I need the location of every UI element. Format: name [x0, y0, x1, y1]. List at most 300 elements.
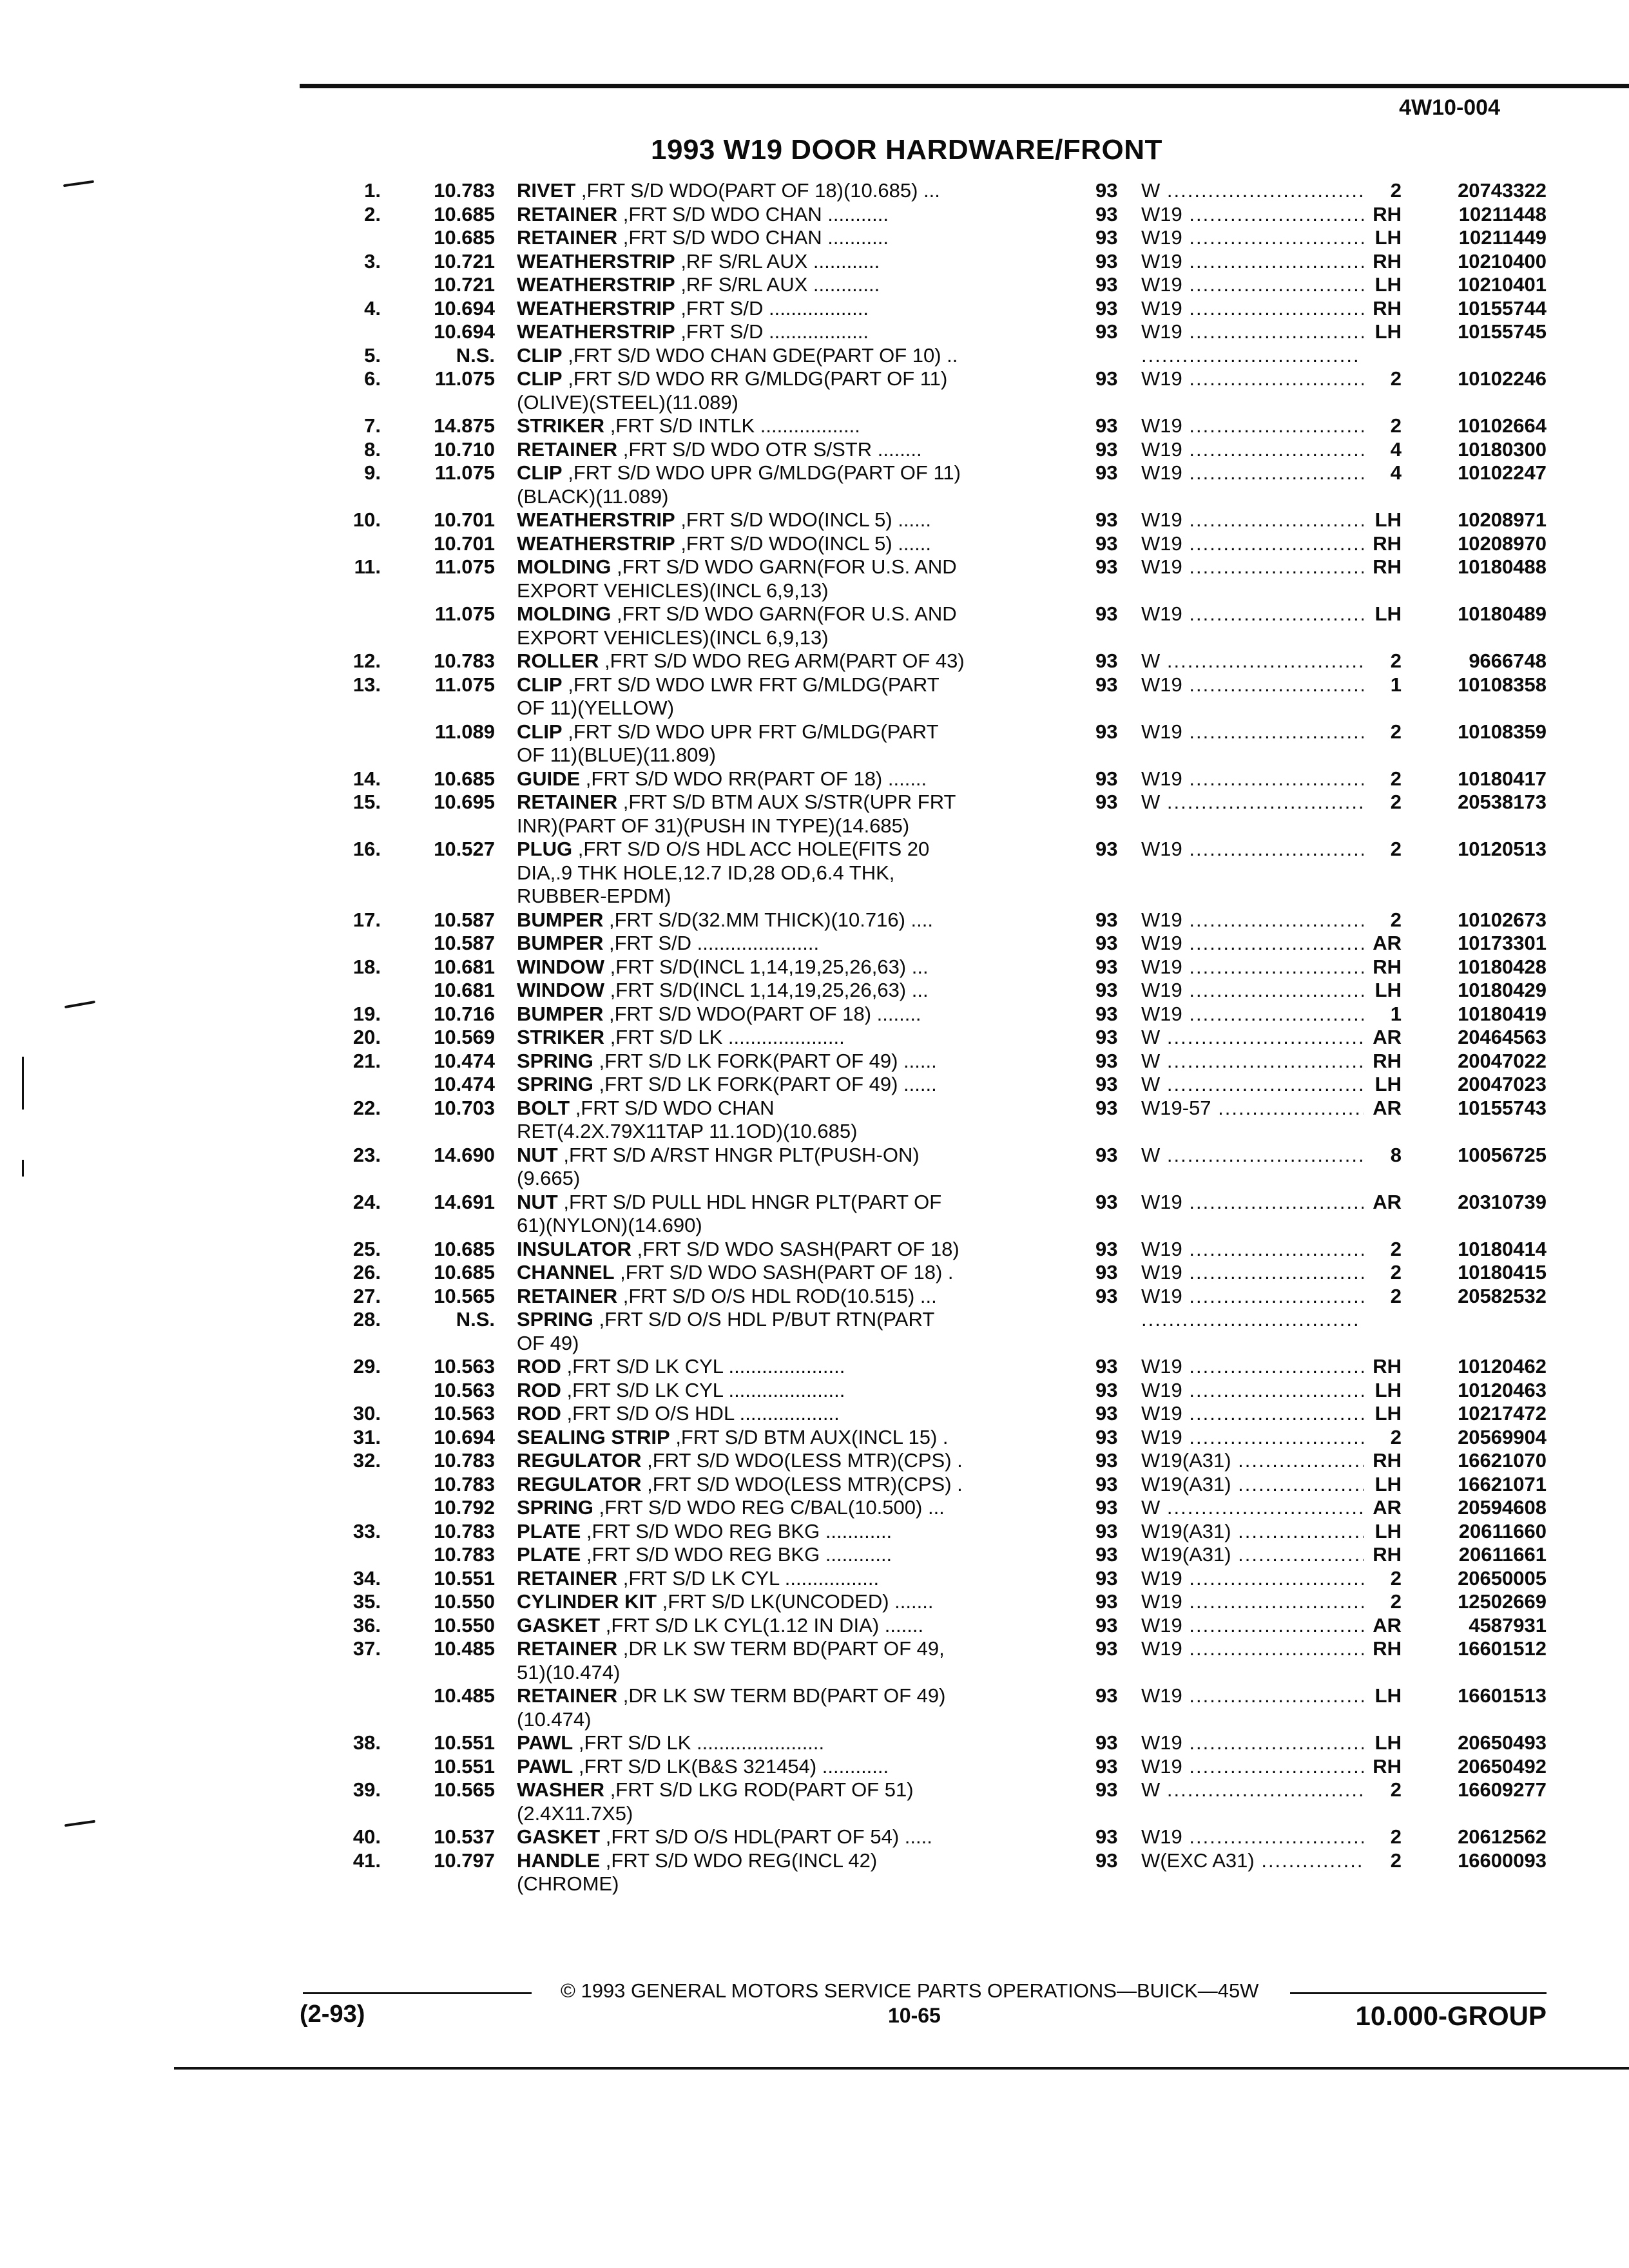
part-detail: RET(4.2X.79X11TAP 11.1OD)(10.685): [517, 1120, 858, 1142]
part-description: [517, 767, 1039, 791]
quantity: AR: [1373, 1613, 1402, 1637]
part-description: [517, 1120, 1039, 1144]
part-detail: (10.474): [517, 1707, 592, 1731]
part-name: SEALING STRIP: [517, 1425, 670, 1448]
part-number: 10210400: [1458, 249, 1547, 273]
part-detail: ,FRT S/D WDO REG(INCL 42): [600, 1849, 878, 1872]
model-year: 93: [1095, 1637, 1118, 1660]
item-number: 16.: [352, 838, 381, 860]
model-code: W19 .....: [1141, 1426, 1364, 1450]
part-number: 9666748: [1469, 649, 1547, 672]
item-number: 2.: [364, 202, 381, 226]
item-number: 21.: [352, 1049, 381, 1072]
item-number: 9.: [364, 461, 381, 484]
parts-row-continuation: [0, 861, 1629, 885]
parts-row: [0, 532, 1629, 556]
model-year: 93: [1095, 1684, 1118, 1707]
catalog-code: 4W10-004: [1399, 95, 1500, 120]
part-name: WEATHERSTRIP: [517, 508, 675, 531]
part-name: RETAINER: [517, 791, 618, 813]
item-number: 28.: [352, 1308, 381, 1331]
part-detail: ,FRT S/D WDO REG BKG ............: [581, 1543, 892, 1566]
parts-row: [0, 602, 1629, 626]
model-year: 93: [1095, 1284, 1118, 1307]
model-code: W19 .....: [1141, 1590, 1364, 1614]
model-year: 93: [1095, 1496, 1118, 1519]
footer-rule-right: [1290, 1992, 1547, 1994]
part-description: [517, 226, 1039, 250]
part-detail: ,FRT S/D INTLK ..................: [604, 414, 860, 437]
item-number: 27.: [352, 1284, 381, 1307]
group-number: 11.075: [434, 367, 495, 390]
group-number: 10.527: [434, 838, 495, 860]
part-description: [517, 1402, 1039, 1426]
model-year: 93: [1095, 555, 1118, 578]
model-code: W .....: [1141, 1144, 1364, 1168]
part-description: [517, 1449, 1039, 1473]
group-number: 10.563: [434, 1355, 495, 1378]
model-code: W19 .....: [1141, 1402, 1364, 1426]
group-number: 10.537: [434, 1825, 495, 1848]
part-description: [517, 1637, 1039, 1661]
group-number: 10.474: [434, 1049, 495, 1072]
quantity: AR: [1373, 1096, 1402, 1119]
parts-row-continuation: [0, 1802, 1629, 1826]
quantity: LH: [1374, 320, 1402, 343]
part-detail: 51)(10.474): [517, 1660, 621, 1684]
part-detail: ,FRT S/D LKG ROD(PART OF 51): [604, 1778, 914, 1801]
part-number: 20569904: [1458, 1425, 1547, 1448]
parts-row: [0, 179, 1629, 203]
part-description: [517, 485, 1039, 509]
part-description: [517, 438, 1039, 462]
part-number: 16621071: [1458, 1472, 1547, 1495]
part-name: RIVET: [517, 179, 576, 202]
part-description: [517, 908, 1039, 932]
parts-row: [0, 1731, 1629, 1755]
part-detail: ,FRT S/D LK .....................: [604, 1026, 845, 1048]
item-number: 8.: [364, 437, 381, 461]
part-description: [517, 1473, 1039, 1497]
part-name: PAWL: [517, 1731, 574, 1754]
part-number: 10155743: [1458, 1096, 1547, 1119]
quantity: 2: [1390, 179, 1402, 202]
quantity: LH: [1374, 508, 1402, 531]
quantity: 8: [1390, 1143, 1402, 1166]
part-description: [517, 1590, 1039, 1614]
group-number: N.S.: [456, 1308, 495, 1331]
part-description: [517, 814, 1039, 838]
part-detail: ,FRT S/D(INCL 1,14,19,25,26,63) ...: [604, 955, 929, 978]
part-detail: ,FRT S/D WDO CHAN ...........: [617, 202, 889, 226]
part-name: CLIP: [517, 343, 563, 367]
part-description: [517, 1285, 1039, 1309]
item-number: 19.: [352, 1002, 381, 1025]
model-code: W19(A31) .....: [1141, 1449, 1364, 1473]
model-year: 93: [1095, 838, 1118, 860]
part-detail: ,FRT S/D WDO CHAN GDE(PART OF 10) ..: [562, 343, 958, 367]
part-description: [517, 1238, 1039, 1262]
part-description: [517, 649, 1039, 673]
parts-row: [0, 1473, 1629, 1497]
quantity: AR: [1373, 1496, 1402, 1519]
part-name: STRIKER: [517, 1026, 605, 1048]
quantity: LH: [1374, 226, 1402, 249]
part-name: SPRING: [517, 1049, 593, 1072]
part-detail: INR)(PART OF 31)(PUSH IN TYPE)(14.685): [517, 814, 910, 837]
parts-row: [0, 320, 1629, 344]
part-number: 10120462: [1458, 1355, 1547, 1378]
part-detail: ,FRT S/D O/S HDL ..................: [561, 1402, 840, 1425]
part-number: 10208970: [1458, 532, 1547, 555]
part-number: 10180415: [1458, 1261, 1547, 1283]
part-detail: ,FRT S/D WDO GARN(FOR U.S. AND: [611, 602, 957, 625]
part-detail: ,FRT S/D WDO(PART OF 18)(10.685) ...: [575, 179, 940, 202]
parts-row: [0, 250, 1629, 274]
model-year: 93: [1095, 1402, 1118, 1425]
part-number: 20611661: [1458, 1543, 1547, 1566]
quantity: RH: [1373, 296, 1402, 320]
part-name: ROD: [517, 1402, 561, 1425]
group-number: 10.685: [434, 767, 495, 790]
part-description: [517, 1050, 1039, 1073]
quantity: 2: [1390, 720, 1402, 743]
part-number: 20047023: [1458, 1073, 1547, 1095]
quantity: 2: [1390, 838, 1402, 860]
part-number: 10108358: [1458, 673, 1547, 696]
part-detail: ,FRT S/D WDO(INCL 5) ......: [675, 532, 931, 555]
part-name: ROD: [517, 1378, 561, 1401]
model-year: 93: [1095, 320, 1118, 343]
group-number: 10.703: [434, 1096, 495, 1119]
part-description: [517, 744, 1039, 767]
part-detail: ,FRT S/D WDO REG ARM(PART OF 43): [599, 649, 965, 672]
part-description: [517, 1731, 1039, 1755]
part-description: [517, 1073, 1039, 1097]
part-description: [517, 838, 1039, 861]
parts-row: [0, 1778, 1629, 1802]
item-number: 18.: [352, 955, 381, 978]
part-number: 20310739: [1458, 1190, 1547, 1213]
parts-row: [0, 1238, 1629, 1262]
group-number: 10.783: [434, 1449, 495, 1472]
parts-row: [0, 1449, 1629, 1473]
part-description: [517, 1144, 1039, 1168]
part-name: ROD: [517, 1355, 561, 1378]
quantity: 2: [1390, 367, 1402, 390]
part-name: CLIP: [517, 673, 563, 696]
model-code: W .....: [1141, 1050, 1364, 1073]
model-year: 93: [1095, 249, 1118, 273]
part-detail: ,FRT S/D BTM AUX S/STR(UPR FRT: [617, 791, 956, 813]
part-number: 10056725: [1458, 1143, 1547, 1166]
model-code: W .....: [1141, 1496, 1364, 1520]
quantity: 2: [1390, 767, 1402, 790]
quantity: AR: [1373, 932, 1402, 954]
quantity: LH: [1374, 1378, 1402, 1401]
part-name: BOLT: [517, 1096, 570, 1119]
model-year: 93: [1095, 791, 1118, 813]
part-detail: DIA,.9 THK HOLE,12.7 ID,28 OD,6.4 THK,: [517, 861, 895, 884]
parts-row-continuation: [0, 814, 1629, 838]
part-name: GUIDE: [517, 767, 581, 790]
part-detail: 61)(NYLON)(14.690): [517, 1214, 702, 1236]
model-code: W19 .....: [1141, 1614, 1364, 1638]
item-number: 37.: [352, 1637, 381, 1660]
model-code: W19 .....: [1141, 203, 1364, 227]
model-code: W19 .....: [1141, 532, 1364, 556]
parts-list: [0, 179, 1629, 1896]
part-name: NUT: [517, 1190, 558, 1213]
quantity: RH: [1373, 1049, 1402, 1072]
item-number: 29.: [352, 1355, 381, 1378]
parts-row: [0, 1003, 1629, 1026]
parts-row: [0, 1590, 1629, 1614]
part-detail: (9.665): [517, 1167, 581, 1189]
parts-row: [0, 1849, 1629, 1873]
part-detail: ,FRT S/D ..................: [675, 320, 869, 343]
part-detail: ,FRT S/D WDO(LESS MTR)(CPS) .: [641, 1449, 963, 1472]
parts-row-continuation: [0, 1214, 1629, 1238]
part-detail: (OLIVE)(STEEL)(11.089): [517, 390, 738, 414]
item-number: 3.: [364, 249, 381, 273]
group-number: 10.563: [434, 1378, 495, 1401]
quantity: 2: [1390, 1237, 1402, 1260]
group-number: 10.474: [434, 1073, 495, 1095]
group-number: 10.783: [434, 1472, 495, 1495]
group-number: 11.075: [434, 673, 495, 696]
part-name: REGULATOR: [517, 1449, 642, 1472]
part-detail: ,FRT S/D(INCL 1,14,19,25,26,63) ...: [604, 979, 929, 1001]
part-description: [517, 391, 1039, 415]
model-year: 93: [1095, 1425, 1118, 1448]
model-year: 93: [1095, 1472, 1118, 1495]
quantity: LH: [1374, 1472, 1402, 1495]
group-number: 10.550: [434, 1590, 495, 1613]
part-detail: ,FRT S/D WDO(LESS MTR)(CPS) .: [641, 1472, 963, 1495]
model-year: 93: [1095, 367, 1118, 390]
model-year: 93: [1095, 461, 1118, 484]
model-year: 93: [1095, 179, 1118, 202]
part-number: 10155745: [1458, 320, 1547, 343]
parts-row: [0, 1637, 1629, 1661]
item-number: 31.: [352, 1425, 381, 1448]
item-number: 20.: [352, 1026, 381, 1048]
part-detail: EXPORT VEHICLES)(INCL 6,9,13): [517, 626, 829, 649]
item-number: 6.: [364, 367, 381, 390]
part-detail: ,FRT S/D O/S HDL P/BUT RTN(PART: [593, 1308, 935, 1331]
item-number: 35.: [352, 1590, 381, 1613]
quantity: 4: [1390, 437, 1402, 461]
part-detail: ,RF S/RL AUX ............: [675, 249, 880, 273]
model-year: 93: [1095, 437, 1118, 461]
group-number: 10.685: [434, 226, 495, 249]
part-name: CLIP: [517, 367, 563, 390]
part-number: 10102664: [1458, 414, 1547, 437]
part-name: BUMPER: [517, 908, 604, 931]
part-description: [517, 956, 1039, 979]
model-year: 93: [1095, 1378, 1118, 1401]
part-detail: ,FRT S/D PULL HDL HNGR PLT(PART OF: [557, 1190, 942, 1213]
part-number: 10180414: [1458, 1237, 1547, 1260]
part-detail: ,FRT S/D O/S HDL(PART OF 54) .....: [600, 1825, 932, 1848]
parts-row: [0, 203, 1629, 227]
parts-row: [0, 1543, 1629, 1567]
model-code: W19 .....: [1141, 226, 1364, 250]
model-code: W19 .....: [1141, 1684, 1364, 1708]
part-number: 10180429: [1458, 979, 1547, 1001]
group-number: 10.694: [434, 1425, 495, 1448]
model-year: 93: [1095, 1566, 1118, 1590]
model-code: W .....: [1141, 1026, 1364, 1050]
part-name: CLIP: [517, 461, 563, 484]
model-code: W19 .....: [1141, 414, 1364, 438]
part-number: 10102247: [1458, 461, 1547, 484]
quantity: 2: [1390, 1849, 1402, 1872]
parts-row-continuation: [0, 1120, 1629, 1144]
part-description: [517, 1332, 1039, 1356]
model-year: 93: [1095, 296, 1118, 320]
group-number: 10.701: [434, 532, 495, 555]
part-description: [517, 1214, 1039, 1238]
part-description: [517, 720, 1039, 744]
model-code: W19(A31) .....: [1141, 1473, 1364, 1497]
part-number: 10173301: [1458, 932, 1547, 954]
parts-row: [0, 1261, 1629, 1285]
group-number: 10.569: [434, 1026, 495, 1048]
model-year: 93: [1095, 1355, 1118, 1378]
parts-row: [0, 767, 1629, 791]
quantity: 2: [1390, 1825, 1402, 1848]
parts-row-continuation: [0, 1661, 1629, 1685]
part-name: WEATHERSTRIP: [517, 532, 675, 555]
model-code: W19 .....: [1141, 720, 1364, 744]
revision-date: (2-93): [300, 2001, 365, 2028]
parts-row: [0, 908, 1629, 932]
model-code: W19 .....: [1141, 1567, 1364, 1591]
group-number: 10.485: [434, 1684, 495, 1707]
part-name: GASKET: [517, 1825, 601, 1848]
quantity: 1: [1390, 1002, 1402, 1025]
quantity: 4: [1390, 461, 1402, 484]
part-number: 10211448: [1458, 202, 1547, 226]
group-number: N.S.: [456, 343, 495, 367]
part-description: [517, 602, 1039, 626]
part-name: WINDOW: [517, 955, 605, 978]
parts-row-continuation: [0, 485, 1629, 509]
quantity: LH: [1374, 273, 1402, 296]
item-number: 7.: [364, 414, 381, 437]
part-name: CHANNEL: [517, 1261, 615, 1283]
group-number: 10.783: [434, 1519, 495, 1542]
part-number: 20743322: [1458, 179, 1547, 202]
part-name: BUMPER: [517, 932, 604, 954]
part-name: RETAINER: [517, 1566, 618, 1590]
item-number: 23.: [352, 1143, 381, 1166]
part-detail: (2.4X11.7X5): [517, 1802, 633, 1825]
part-detail: ,DR LK SW TERM BD(PART OF 49,: [617, 1637, 945, 1660]
model-code: W19 .....: [1141, 1191, 1364, 1215]
part-description: [517, 532, 1039, 556]
part-detail: ,FRT S/D LK(B&S 321454) ............: [573, 1754, 889, 1778]
model-code: W19 .....: [1141, 1731, 1364, 1755]
item-number: 38.: [352, 1731, 381, 1754]
part-description: [517, 1778, 1039, 1802]
model-year: 93: [1095, 1096, 1118, 1119]
part-number: 10180419: [1458, 1002, 1547, 1025]
parts-row: [0, 956, 1629, 979]
parts-row: [0, 649, 1629, 673]
part-detail: ,FRT S/D WDO CHAN ...........: [617, 226, 889, 249]
group-number: 11.075: [434, 602, 495, 625]
parts-row: [0, 1755, 1629, 1779]
page-number: 10-65: [888, 2004, 941, 2027]
quantity: RH: [1373, 955, 1402, 978]
part-description: [517, 791, 1039, 814]
part-number: 20611660: [1458, 1519, 1547, 1542]
part-detail: ,FRT S/D WDO SASH(PART OF 18): [631, 1237, 959, 1260]
item-number: 25.: [352, 1237, 381, 1260]
part-name: REGULATOR: [517, 1472, 642, 1495]
parts-row: [0, 1825, 1629, 1849]
parts-row: [0, 461, 1629, 485]
part-detail: ,FRT S/D WDO CHAN: [570, 1096, 775, 1119]
item-number: 12.: [352, 649, 381, 672]
parts-row: [0, 1050, 1629, 1073]
model-code: W19 .....: [1141, 367, 1364, 391]
part-description: [517, 508, 1039, 532]
part-detail: (BLACK)(11.089): [517, 485, 669, 508]
model-year: 93: [1095, 1519, 1118, 1542]
quantity: 2: [1390, 414, 1402, 437]
quantity: LH: [1374, 602, 1402, 625]
model-year: 93: [1095, 202, 1118, 226]
model-year: 93: [1095, 1849, 1118, 1872]
group-number: 10.721: [434, 273, 495, 296]
part-number: 16609277: [1458, 1778, 1547, 1801]
part-number: 20650005: [1458, 1566, 1547, 1590]
part-number: 10120463: [1458, 1378, 1547, 1401]
part-detail: ,RF S/RL AUX ............: [675, 273, 880, 296]
group-number: 10.565: [434, 1284, 495, 1307]
part-detail: ,FRT S/D WDO REG BKG ............: [581, 1519, 892, 1542]
parts-row: [0, 720, 1629, 744]
parts-row: [0, 838, 1629, 861]
model-code: W19 .....: [1141, 1379, 1364, 1403]
parts-row: [0, 1684, 1629, 1708]
parts-row: [0, 791, 1629, 814]
model-year: 93: [1095, 908, 1118, 931]
model-code: W19 .....: [1141, 1238, 1364, 1262]
group-number: 10.565: [434, 1778, 495, 1801]
part-description: [517, 203, 1039, 227]
parts-row: [0, 414, 1629, 438]
part-detail: ,FRT S/D WDO OTR S/STR ........: [617, 437, 922, 461]
model-year: 93: [1095, 1543, 1118, 1566]
footer-bottom-rule: [174, 2067, 1629, 2070]
part-number: 16601512: [1458, 1637, 1547, 1660]
part-description: [517, 414, 1039, 438]
group-number: 10.551: [434, 1754, 495, 1778]
item-number: 24.: [352, 1190, 381, 1213]
model-code: W19 .....: [1141, 838, 1364, 861]
model-code: W19 .....: [1141, 673, 1364, 697]
part-name: RETAINER: [517, 1284, 618, 1307]
quantity: LH: [1374, 1519, 1402, 1542]
quantity: RH: [1373, 532, 1402, 555]
item-number: 32.: [352, 1449, 381, 1472]
parts-row: [0, 1520, 1629, 1544]
